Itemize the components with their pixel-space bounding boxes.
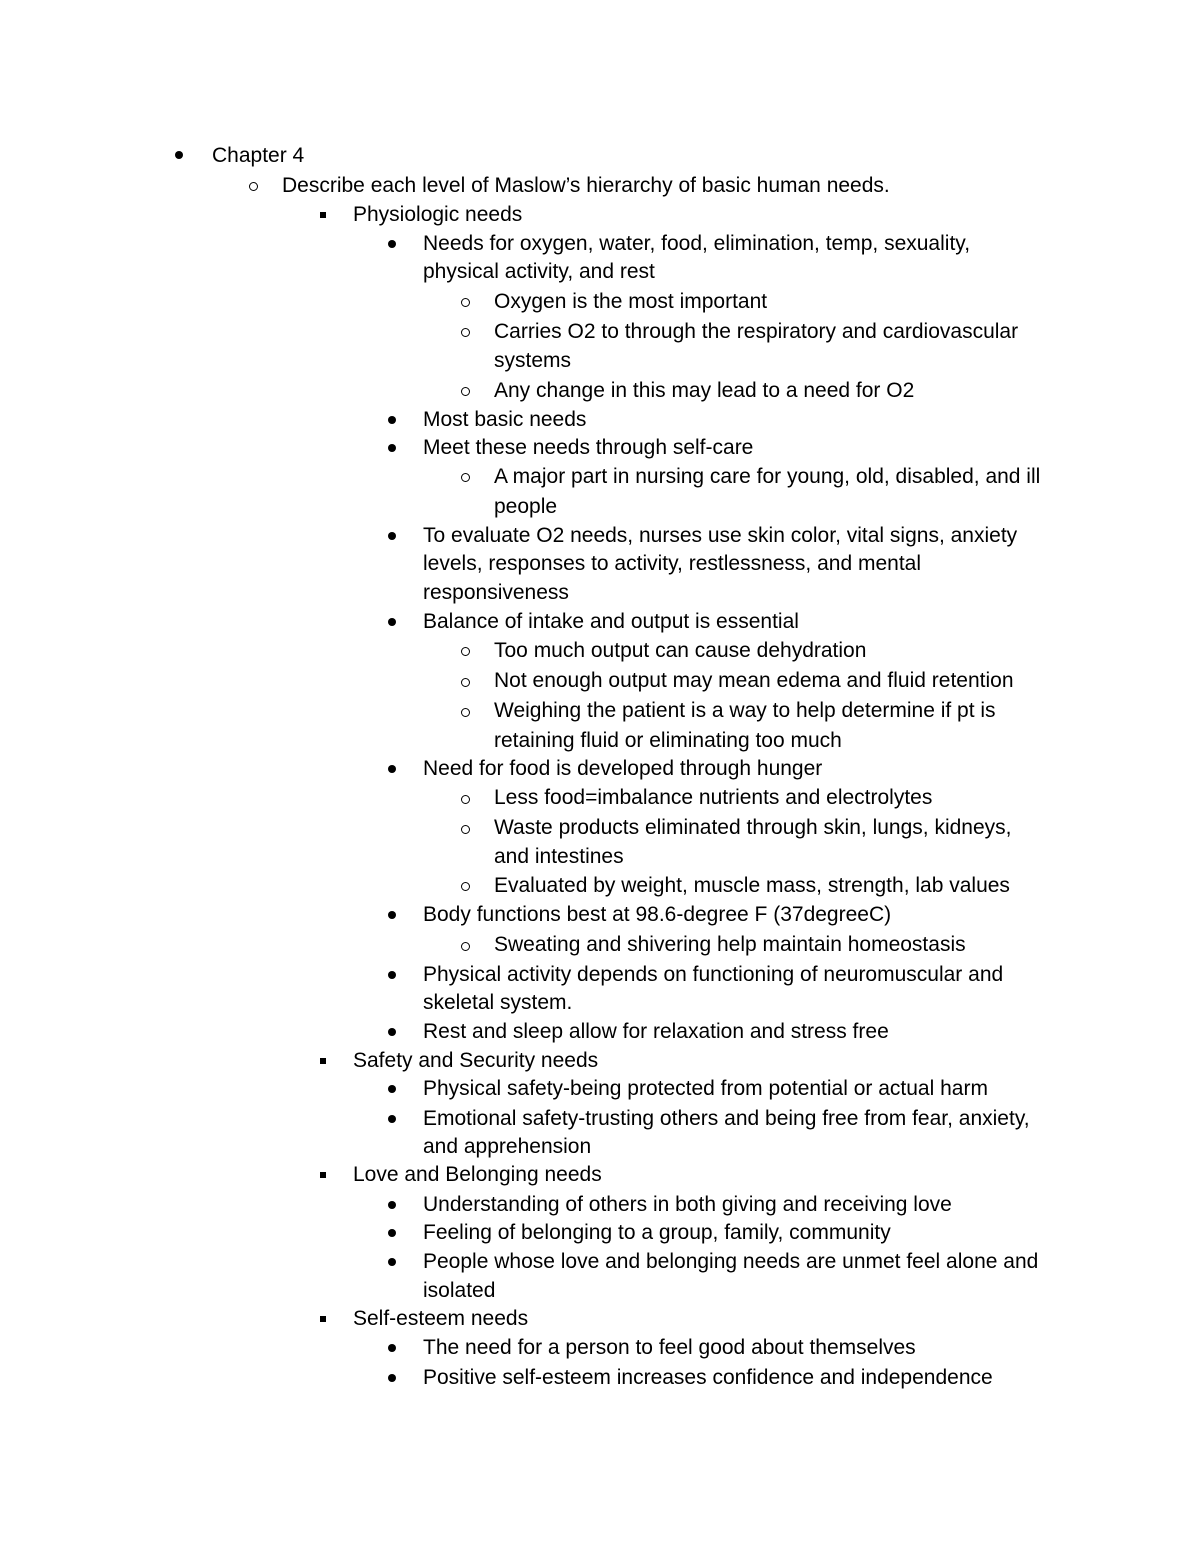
list-item-continuation: isolated (423, 1279, 496, 1302)
list-item-level-4: Positive self-esteem increases confidence and independence (423, 1366, 993, 1389)
list-item-level-5: Evaluated by weight, muscle mass, strength, lab values (494, 874, 1010, 897)
list-item-level-2: Describe each level of Maslow’s hierarchy of basic human needs. (282, 174, 890, 197)
bullet-square-icon (320, 1058, 326, 1064)
list-item-level-4: Meet these needs through self-care (423, 436, 754, 459)
list-item-continuation: responsiveness (423, 581, 569, 604)
list-item-level-5: Waste products eliminated through skin, lungs, kidneys, (494, 816, 1012, 839)
list-item-level-4: Balance of intake and output is essential (423, 610, 799, 633)
bullet-dot-icon (388, 1085, 396, 1093)
list-item-continuation: systems (494, 349, 572, 372)
list-item-level-4: The need for a person to feel good about themselves (423, 1336, 916, 1359)
bullet-circle-icon (461, 942, 470, 951)
bullet-dot-icon (388, 971, 396, 979)
list-item-level-5: Weighing the patient is a way to help determine if pt is (494, 699, 996, 722)
list-item-continuation: and apprehension (423, 1135, 592, 1158)
list-item-level-3: Love and Belonging needs (353, 1163, 602, 1186)
bullet-dot-icon (388, 1374, 396, 1382)
bullet-dot-icon (388, 240, 396, 248)
bullet-circle-icon (461, 678, 470, 687)
bullet-circle-icon (461, 387, 470, 396)
list-item-level-4: Most basic needs (423, 408, 587, 431)
list-item-continuation: skeletal system. (423, 991, 573, 1014)
bullet-dot-icon (175, 151, 183, 159)
list-item-level-3: Safety and Security needs (353, 1049, 599, 1072)
list-item-level-4: Feeling of belonging to a group, family, community (423, 1221, 891, 1244)
list-item-level-5: Oxygen is the most important (494, 290, 768, 313)
bullet-dot-icon (388, 532, 396, 540)
list-item-continuation: and intestines (494, 845, 624, 868)
bullet-dot-icon (388, 416, 396, 424)
bullet-circle-icon (461, 882, 470, 891)
bullet-circle-icon (461, 328, 470, 337)
list-item-continuation: levels, responses to activity, restlessness, and mental (423, 552, 922, 575)
list-item-level-4: Need for food is developed through hunger (423, 757, 823, 780)
bullet-square-icon (320, 1172, 326, 1178)
bullet-square-icon (320, 1316, 326, 1322)
bullet-circle-icon (461, 298, 470, 307)
bullet-circle-icon (461, 825, 470, 834)
bullet-dot-icon (388, 1229, 396, 1237)
bullet-dot-icon (388, 765, 396, 773)
bullet-circle-icon (461, 647, 470, 656)
bullet-dot-icon (388, 1344, 396, 1352)
bullet-circle-icon (461, 708, 470, 717)
list-item-level-5: Sweating and shivering help maintain homeostasis (494, 933, 966, 956)
list-item-level-3: Self-esteem needs (353, 1307, 529, 1330)
list-item-level-4: Physical safety-being protected from potential or actual harm (423, 1077, 988, 1100)
list-item-level-4: Physical activity depends on functioning of neuromuscular and (423, 963, 1004, 986)
list-item-continuation: retaining fluid or eliminating too much (494, 729, 842, 752)
list-item-level-1: Chapter 4 (212, 144, 305, 167)
list-item-level-4: Understanding of others in both giving and receiving love (423, 1193, 952, 1216)
list-item-continuation: physical activity, and rest (423, 260, 655, 283)
bullet-dot-icon (388, 618, 396, 626)
list-item-level-5: Carries O2 to through the respiratory and cardiovascular (494, 320, 1019, 343)
list-item-level-4: To evaluate O2 needs, nurses use skin color, vital signs, anxiety (423, 524, 1018, 547)
bullet-dot-icon (388, 1028, 396, 1036)
bullet-circle-icon (249, 182, 258, 191)
bullet-circle-icon (461, 795, 470, 804)
list-item-level-4: People whose love and belonging needs are unmet feel alone and (423, 1250, 1039, 1273)
bullet-dot-icon (388, 444, 396, 452)
list-item-level-5: Not enough output may mean edema and fluid retention (494, 669, 1014, 692)
list-item-level-4: Needs for oxygen, water, food, elimination, temp, sexuality, (423, 232, 971, 255)
list-item-continuation: people (494, 495, 558, 518)
bullet-square-icon (320, 212, 326, 218)
bullet-dot-icon (388, 1201, 396, 1209)
list-item-level-5: Too much output can cause dehydration (494, 639, 867, 662)
list-item-level-5: Any change in this may lead to a need for O2 (494, 379, 915, 402)
list-item-level-4: Emotional safety-trusting others and being free from fear, anxiety, (423, 1107, 1030, 1130)
list-item-level-4: Body functions best at 98.6-degree F (37degreeC) (423, 903, 892, 926)
bullet-dot-icon (388, 911, 396, 919)
list-item-level-3: Physiologic needs (353, 203, 523, 226)
bullet-circle-icon (461, 473, 470, 482)
list-item-level-4: Rest and sleep allow for relaxation and stress free (423, 1020, 889, 1043)
list-item-level-5: A major part in nursing care for young, old, disabled, and ill (494, 465, 1041, 488)
bullet-dot-icon (388, 1258, 396, 1266)
list-item-level-5: Less food=imbalance nutrients and electrolytes (494, 786, 933, 809)
bullet-dot-icon (388, 1115, 396, 1123)
